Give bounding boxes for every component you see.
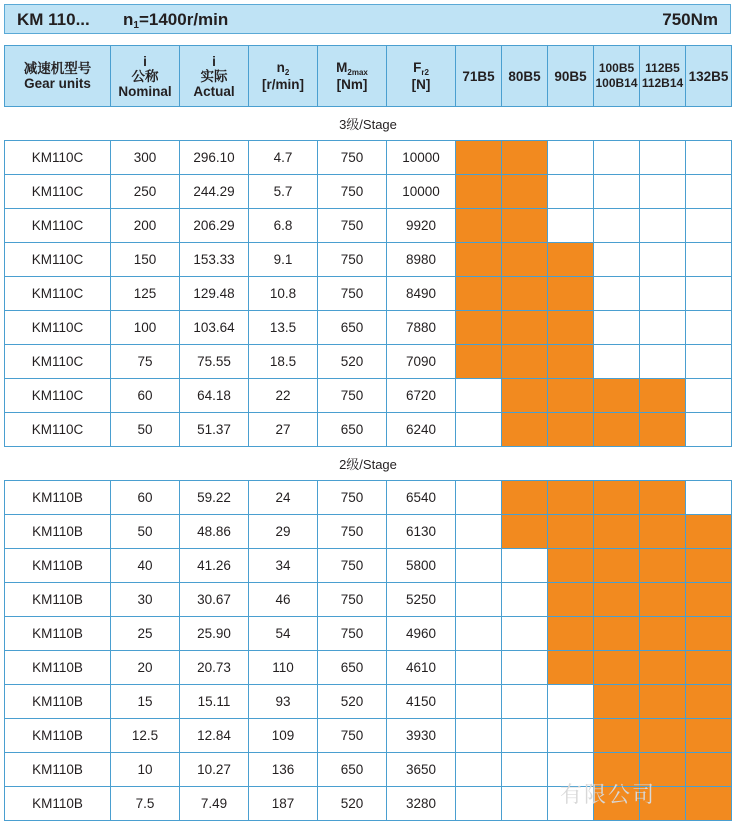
gear-table bbox=[4, 45, 732, 821]
cell-m2: 750 bbox=[318, 379, 387, 413]
section-label: 3级/Stage bbox=[5, 107, 732, 141]
flange-empty-cell bbox=[686, 481, 732, 515]
cell-inom: 150 bbox=[111, 243, 180, 277]
flange-empty-cell bbox=[456, 583, 502, 617]
cell-gear: KM110C bbox=[5, 175, 111, 209]
flange-available-cell bbox=[548, 583, 594, 617]
cell-inom: 125 bbox=[111, 277, 180, 311]
flange-available-cell bbox=[686, 583, 732, 617]
cell-n2: 24 bbox=[249, 481, 318, 515]
cell-iact: 153.33 bbox=[180, 243, 249, 277]
flange-empty-cell bbox=[502, 651, 548, 685]
cell-gear: KM110C bbox=[5, 311, 111, 345]
cell-iact: 7.49 bbox=[180, 787, 249, 821]
cell-iact: 30.67 bbox=[180, 583, 249, 617]
col-flange-112b5: 112B5 112B14 bbox=[640, 46, 686, 107]
flange-available-cell bbox=[686, 685, 732, 719]
table-row bbox=[5, 549, 732, 583]
flange-available-cell bbox=[456, 277, 502, 311]
flange-empty-cell bbox=[456, 549, 502, 583]
flange-available-cell bbox=[594, 515, 640, 549]
table-row bbox=[5, 379, 732, 413]
cell-n2: 34 bbox=[249, 549, 318, 583]
cell-iact: 41.26 bbox=[180, 549, 249, 583]
flange-empty-cell bbox=[640, 141, 686, 175]
section-row bbox=[5, 107, 732, 141]
cell-inom: 12.5 bbox=[111, 719, 180, 753]
input-speed: $n_1=1400r/\min$ bbox=[123, 10, 229, 31]
flange-available-cell bbox=[594, 753, 640, 787]
flange-available-cell bbox=[594, 583, 640, 617]
flange-empty-cell bbox=[502, 549, 548, 583]
col-i-nominal: i 公称 Nominal bbox=[111, 46, 180, 107]
cell-fr2: 3650 bbox=[387, 753, 456, 787]
cell-m2: 750 bbox=[318, 481, 387, 515]
table-row bbox=[5, 209, 732, 243]
cell-gear: KM110B bbox=[5, 719, 111, 753]
cell-n2: 46 bbox=[249, 583, 318, 617]
flange-available-cell bbox=[594, 617, 640, 651]
flange-available-cell bbox=[548, 311, 594, 345]
flange-empty-cell bbox=[548, 175, 594, 209]
flange-empty-cell bbox=[502, 753, 548, 787]
flange-available-cell bbox=[640, 379, 686, 413]
cell-m2: 750 bbox=[318, 277, 387, 311]
flange-empty-cell bbox=[640, 277, 686, 311]
cell-fr2: 7090 bbox=[387, 345, 456, 379]
cell-gear: KM110B bbox=[5, 515, 111, 549]
cell-fr2: 6240 bbox=[387, 413, 456, 447]
cell-n2: 10.8 bbox=[249, 277, 318, 311]
flange-empty-cell bbox=[456, 719, 502, 753]
flange-empty-cell bbox=[640, 311, 686, 345]
flange-empty-cell bbox=[548, 787, 594, 821]
flange-empty-cell bbox=[594, 311, 640, 345]
flange-available-cell bbox=[456, 345, 502, 379]
table-row bbox=[5, 515, 732, 549]
cell-n2: 18.5 bbox=[249, 345, 318, 379]
cell-gear: KM110C bbox=[5, 209, 111, 243]
flange-available-cell bbox=[548, 651, 594, 685]
cell-inom: 60 bbox=[111, 481, 180, 515]
flange-available-cell bbox=[456, 209, 502, 243]
cell-gear: KM110B bbox=[5, 617, 111, 651]
cell-iact: 15.11 bbox=[180, 685, 249, 719]
flange-empty-cell bbox=[686, 175, 732, 209]
flange-available-cell bbox=[502, 311, 548, 345]
flange-empty-cell bbox=[548, 753, 594, 787]
cell-iact: 12.84 bbox=[180, 719, 249, 753]
cell-gear: KM110C bbox=[5, 243, 111, 277]
cell-m2: 750 bbox=[318, 209, 387, 243]
cell-n2: 13.5 bbox=[249, 311, 318, 345]
flange-available-cell bbox=[502, 277, 548, 311]
flange-available-cell bbox=[640, 583, 686, 617]
flange-available-cell bbox=[502, 379, 548, 413]
table-row bbox=[5, 345, 732, 379]
cell-gear: KM110B bbox=[5, 481, 111, 515]
flange-available-cell bbox=[502, 209, 548, 243]
flange-empty-cell bbox=[502, 685, 548, 719]
flange-empty-cell bbox=[686, 209, 732, 243]
cell-m2: 650 bbox=[318, 651, 387, 685]
cell-fr2: 8980 bbox=[387, 243, 456, 277]
cell-iact: 59.22 bbox=[180, 481, 249, 515]
cell-gear: KM110B bbox=[5, 787, 111, 821]
flange-available-cell bbox=[594, 651, 640, 685]
cell-m2: 650 bbox=[318, 413, 387, 447]
cell-inom: 15 bbox=[111, 685, 180, 719]
flange-available-cell bbox=[502, 413, 548, 447]
flange-empty-cell bbox=[456, 685, 502, 719]
cell-iact: 10.27 bbox=[180, 753, 249, 787]
flange-available-cell bbox=[640, 753, 686, 787]
flange-empty-cell bbox=[640, 175, 686, 209]
flange-available-cell bbox=[686, 753, 732, 787]
flange-empty-cell bbox=[456, 753, 502, 787]
flange-empty-cell bbox=[594, 209, 640, 243]
table-row bbox=[5, 413, 732, 447]
flange-empty-cell bbox=[456, 515, 502, 549]
flange-available-cell bbox=[548, 243, 594, 277]
flange-empty-cell bbox=[686, 379, 732, 413]
col-flange-100b5: 100B5 100B14 bbox=[594, 46, 640, 107]
flange-available-cell bbox=[548, 413, 594, 447]
flange-available-cell bbox=[456, 141, 502, 175]
col-m2max: $M_{2max}$ [Nm] bbox=[318, 46, 387, 107]
flange-available-cell bbox=[640, 685, 686, 719]
flange-empty-cell bbox=[594, 277, 640, 311]
flange-available-cell bbox=[594, 685, 640, 719]
col-flange-71b5: 71B5 bbox=[456, 46, 502, 107]
cell-n2: 6.8 bbox=[249, 209, 318, 243]
flange-empty-cell bbox=[594, 345, 640, 379]
table-row bbox=[5, 175, 732, 209]
cell-iact: 244.29 bbox=[180, 175, 249, 209]
cell-m2: 750 bbox=[318, 243, 387, 277]
cell-inom: 60 bbox=[111, 379, 180, 413]
flange-available-cell bbox=[456, 243, 502, 277]
flange-empty-cell bbox=[640, 345, 686, 379]
cell-inom: 20 bbox=[111, 651, 180, 685]
table-row bbox=[5, 583, 732, 617]
flange-empty-cell bbox=[548, 719, 594, 753]
flange-available-cell bbox=[548, 515, 594, 549]
flange-available-cell bbox=[594, 481, 640, 515]
flange-available-cell bbox=[548, 481, 594, 515]
flange-empty-cell bbox=[502, 617, 548, 651]
cell-m2: 520 bbox=[318, 345, 387, 379]
table-row bbox=[5, 141, 732, 175]
flange-available-cell bbox=[502, 515, 548, 549]
table-row bbox=[5, 651, 732, 685]
cell-m2: 520 bbox=[318, 685, 387, 719]
table-row bbox=[5, 719, 732, 753]
cell-fr2: 6130 bbox=[387, 515, 456, 549]
flange-empty-cell bbox=[686, 243, 732, 277]
cell-fr2: 3930 bbox=[387, 719, 456, 753]
cell-inom: 40 bbox=[111, 549, 180, 583]
table-row bbox=[5, 277, 732, 311]
section-row bbox=[5, 447, 732, 481]
col-flange-80b5: 80B5 bbox=[502, 46, 548, 107]
flange-empty-cell bbox=[456, 651, 502, 685]
flange-empty-cell bbox=[594, 175, 640, 209]
cell-iact: 64.18 bbox=[180, 379, 249, 413]
cell-inom: 100 bbox=[111, 311, 180, 345]
col-flange-90b5: 90B5 bbox=[548, 46, 594, 107]
flange-available-cell bbox=[456, 175, 502, 209]
flange-available-cell bbox=[640, 787, 686, 821]
cell-fr2: 6540 bbox=[387, 481, 456, 515]
cell-inom: 250 bbox=[111, 175, 180, 209]
cell-n2: 187 bbox=[249, 787, 318, 821]
cell-gear: KM110C bbox=[5, 277, 111, 311]
cell-gear: KM110C bbox=[5, 379, 111, 413]
cell-inom: 7.5 bbox=[111, 787, 180, 821]
cell-gear: KM110B bbox=[5, 753, 111, 787]
flange-empty-cell bbox=[548, 141, 594, 175]
flange-empty-cell bbox=[640, 243, 686, 277]
flange-available-cell bbox=[594, 379, 640, 413]
cell-m2: 650 bbox=[318, 311, 387, 345]
flange-empty-cell bbox=[548, 209, 594, 243]
cell-gear: KM110B bbox=[5, 583, 111, 617]
model-title: KM 110... bbox=[17, 10, 90, 29]
flange-empty-cell bbox=[686, 277, 732, 311]
cell-fr2: 9920 bbox=[387, 209, 456, 243]
flange-available-cell bbox=[548, 345, 594, 379]
cell-gear: KM110C bbox=[5, 141, 111, 175]
flange-available-cell bbox=[456, 311, 502, 345]
flange-available-cell bbox=[686, 515, 732, 549]
flange-available-cell bbox=[594, 413, 640, 447]
flange-available-cell bbox=[640, 515, 686, 549]
cell-m2: 750 bbox=[318, 549, 387, 583]
cell-iact: 206.29 bbox=[180, 209, 249, 243]
cell-gear: KM110B bbox=[5, 685, 111, 719]
cell-m2: 750 bbox=[318, 175, 387, 209]
cell-n2: 29 bbox=[249, 515, 318, 549]
cell-gear: KM110B bbox=[5, 549, 111, 583]
flange-available-cell bbox=[686, 651, 732, 685]
cell-gear: KM110C bbox=[5, 345, 111, 379]
cell-n2: 110 bbox=[249, 651, 318, 685]
cell-iact: 129.48 bbox=[180, 277, 249, 311]
flange-empty-cell bbox=[456, 481, 502, 515]
col-i-actual: i 实际 Actual bbox=[180, 46, 249, 107]
flange-available-cell bbox=[502, 141, 548, 175]
flange-empty-cell bbox=[502, 719, 548, 753]
flange-empty-cell bbox=[686, 413, 732, 447]
table-row bbox=[5, 481, 732, 515]
table-row bbox=[5, 243, 732, 277]
flange-available-cell bbox=[686, 549, 732, 583]
flange-empty-cell bbox=[686, 345, 732, 379]
cell-n2: 136 bbox=[249, 753, 318, 787]
flange-available-cell bbox=[686, 719, 732, 753]
cell-n2: 22 bbox=[249, 379, 318, 413]
cell-fr2: 3280 bbox=[387, 787, 456, 821]
cell-inom: 75 bbox=[111, 345, 180, 379]
flange-available-cell bbox=[640, 549, 686, 583]
cell-iact: 48.86 bbox=[180, 515, 249, 549]
flange-available-cell bbox=[548, 379, 594, 413]
flange-available-cell bbox=[640, 617, 686, 651]
cell-inom: 25 bbox=[111, 617, 180, 651]
flange-empty-cell bbox=[456, 413, 502, 447]
cell-iact: 51.37 bbox=[180, 413, 249, 447]
cell-fr2: 10000 bbox=[387, 141, 456, 175]
flange-available-cell bbox=[502, 175, 548, 209]
cell-m2: 750 bbox=[318, 719, 387, 753]
torque-rating: 750Nm bbox=[662, 10, 718, 29]
cell-m2: 750 bbox=[318, 583, 387, 617]
cell-n2: 93 bbox=[249, 685, 318, 719]
watermark: 有限公司 bbox=[560, 782, 657, 807]
cell-m2: 650 bbox=[318, 753, 387, 787]
cell-m2: 520 bbox=[318, 787, 387, 821]
flange-empty-cell bbox=[456, 379, 502, 413]
cell-iact: 25.90 bbox=[180, 617, 249, 651]
flange-available-cell bbox=[502, 243, 548, 277]
flange-empty-cell bbox=[640, 209, 686, 243]
flange-available-cell bbox=[548, 549, 594, 583]
cell-m2: 750 bbox=[318, 617, 387, 651]
cell-iact: 20.73 bbox=[180, 651, 249, 685]
cell-fr2: 5250 bbox=[387, 583, 456, 617]
cell-fr2: 6720 bbox=[387, 379, 456, 413]
flange-empty-cell bbox=[686, 311, 732, 345]
cell-fr2: 10000 bbox=[387, 175, 456, 209]
table-row bbox=[5, 617, 732, 651]
flange-empty-cell bbox=[686, 141, 732, 175]
cell-n2: 5.7 bbox=[249, 175, 318, 209]
cell-inom: 30 bbox=[111, 583, 180, 617]
cell-n2: 54 bbox=[249, 617, 318, 651]
flange-empty-cell bbox=[502, 583, 548, 617]
flange-empty-cell bbox=[594, 243, 640, 277]
cell-inom: 10 bbox=[111, 753, 180, 787]
flange-available-cell bbox=[548, 617, 594, 651]
cell-inom: 200 bbox=[111, 209, 180, 243]
cell-m2: 750 bbox=[318, 141, 387, 175]
cell-iact: 296.10 bbox=[180, 141, 249, 175]
cell-fr2: 4610 bbox=[387, 651, 456, 685]
flange-available-cell bbox=[686, 617, 732, 651]
cell-fr2: 5800 bbox=[387, 549, 456, 583]
table-row bbox=[5, 311, 732, 345]
cell-gear: KM110C bbox=[5, 413, 111, 447]
table-row bbox=[5, 753, 732, 787]
flange-empty-cell bbox=[502, 787, 548, 821]
flange-available-cell bbox=[686, 787, 732, 821]
title-bar bbox=[4, 4, 731, 34]
table-row bbox=[5, 787, 732, 821]
section-label: 2级/Stage bbox=[5, 447, 732, 481]
cell-inom: 300 bbox=[111, 141, 180, 175]
cell-fr2: 4960 bbox=[387, 617, 456, 651]
table-row bbox=[5, 685, 732, 719]
flange-empty-cell bbox=[456, 787, 502, 821]
cell-iact: 75.55 bbox=[180, 345, 249, 379]
col-flange-132b5: 132B5 bbox=[686, 46, 732, 107]
cell-fr2: 7880 bbox=[387, 311, 456, 345]
flange-available-cell bbox=[502, 481, 548, 515]
cell-n2: 4.7 bbox=[249, 141, 318, 175]
flange-available-cell bbox=[640, 719, 686, 753]
col-gear-units: 减速机型号 Gear units bbox=[5, 46, 111, 107]
flange-empty-cell bbox=[548, 685, 594, 719]
col-fr2: $F_{r2}$ [N] bbox=[387, 46, 456, 107]
cell-n2: 9.1 bbox=[249, 243, 318, 277]
flange-available-cell bbox=[502, 345, 548, 379]
cell-inom: 50 bbox=[111, 515, 180, 549]
cell-inom: 50 bbox=[111, 413, 180, 447]
cell-fr2: 8490 bbox=[387, 277, 456, 311]
col-n2: $n_2$ [r/min] bbox=[249, 46, 318, 107]
cell-n2: 27 bbox=[249, 413, 318, 447]
flange-available-cell bbox=[640, 651, 686, 685]
cell-m2: 750 bbox=[318, 515, 387, 549]
cell-iact: 103.64 bbox=[180, 311, 249, 345]
cell-fr2: 4150 bbox=[387, 685, 456, 719]
flange-available-cell bbox=[548, 277, 594, 311]
cell-n2: 109 bbox=[249, 719, 318, 753]
flange-available-cell bbox=[594, 549, 640, 583]
flange-available-cell bbox=[640, 413, 686, 447]
cell-gear: KM110B bbox=[5, 651, 111, 685]
flange-available-cell bbox=[594, 787, 640, 821]
flange-available-cell bbox=[640, 481, 686, 515]
flange-empty-cell bbox=[456, 617, 502, 651]
flange-empty-cell bbox=[594, 141, 640, 175]
flange-available-cell bbox=[594, 719, 640, 753]
